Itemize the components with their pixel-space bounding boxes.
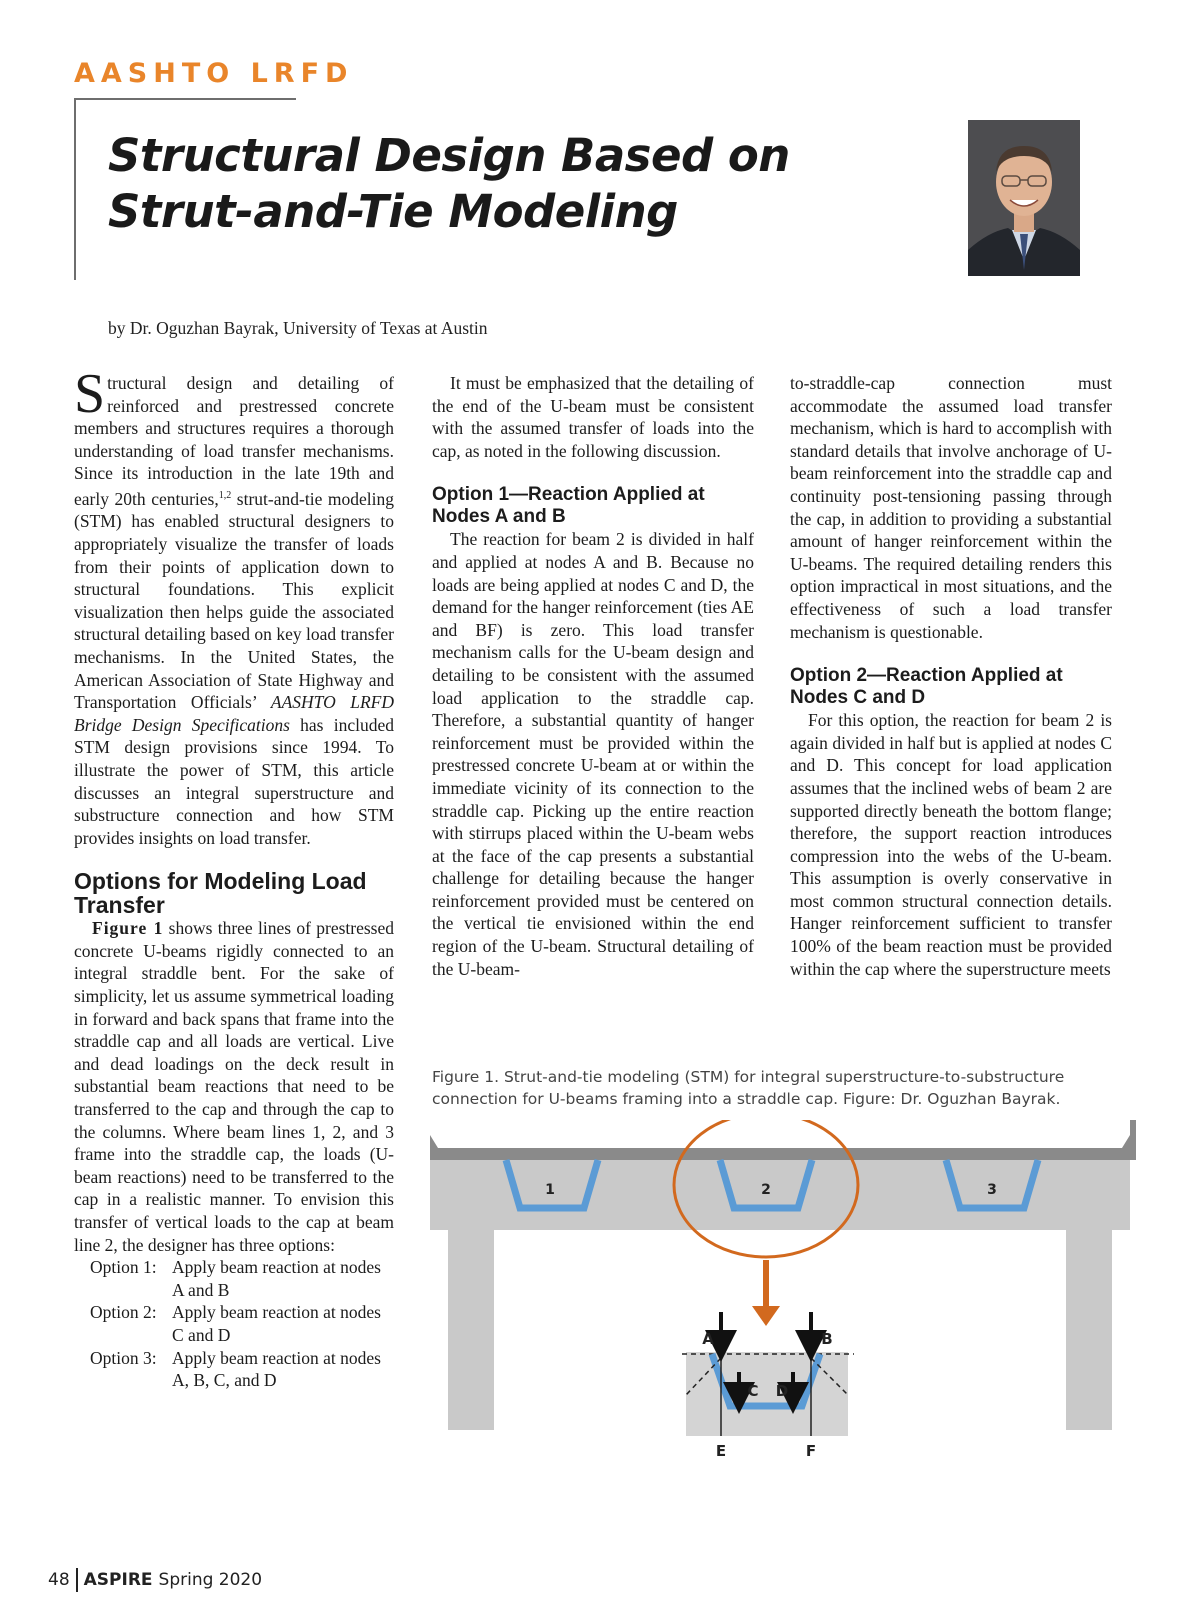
option-label: Option 2:: [90, 1302, 157, 1323]
option-text: Apply beam reaction at nodes C and D: [172, 1302, 381, 1345]
intro-text-b: strut-and-tie modeling (STM) has enabled structural designers to appropriately visualize the transfer of loads from their points of application down to structural foundations. This explicit visualization then helps guide the associated structural detailing based on key load transfer mechanisms. In the United States, the American Association of State Highway and Transportation Officials’: [74, 488, 394, 713]
option-label: Option 3:: [90, 1347, 157, 1368]
title-line-2: Strut-and-Tie Modeling: [108, 185, 678, 238]
node-label-d: D: [775, 1382, 789, 1400]
intro-text-c: has included STM design provisions since 1994. To illustrate the power of STM, this article discusses an integral superstructure and substructure connection and how STM provides insights on load transfer.: [74, 714, 394, 848]
options-text: shows three lines of prestressed concrete U-beams rigidly connected to an integral straddle bent. For the sake of simplicity, let us assume symmetrical loading in forward and back spans that frame into the straddle cap and all loads are vertical. Live and dead loadings on the deck result in substantial beam reactions that need to be transferred to the cap and through the cap to the columns. Where beam lines 1, 2, and 3 frame into the straddle cap, the loads (U-beam reactions) need to be transferred to the cap in a realistic manner. To envision this transfer of vertical loads to the cap at beam line 2, the designer has three options:: [74, 918, 394, 1255]
detail-cap: [686, 1352, 848, 1436]
section-kicker: AASHTO LRFD: [74, 58, 354, 89]
figure-caption: Figure 1. Strut-and-tie modeling (STM) for integral superstructure-to-substructure connection for U-beams framing into a straddle cap. Figure: Dr. Oguzhan Bayrak.: [432, 1068, 1065, 1108]
list-item: [74, 1256, 394, 1301]
citation-superscript: 1,2: [218, 489, 232, 501]
node-label-c: C: [747, 1382, 759, 1400]
issue-date: Spring 2020: [158, 1570, 263, 1590]
node-label-a: A: [702, 1330, 714, 1348]
list-item: [74, 1301, 394, 1346]
figure-reference[interactable]: Figure 1: [92, 918, 164, 939]
node-label-b: B: [821, 1330, 833, 1348]
title-line-1: Structural Design Based on: [108, 129, 790, 182]
option-text: Apply beam reaction at nodes A, B, C, and D: [172, 1347, 381, 1391]
option-text: Apply beam reaction at nodes A and B: [172, 1257, 381, 1300]
deck-slab: [430, 1120, 1136, 1160]
magazine-name: ASPIRE: [83, 1570, 153, 1590]
byline: by Dr. Oguzhan Bayrak, University of Texas at Austin: [108, 318, 488, 338]
column-2: [432, 372, 754, 980]
footer-divider: [76, 1568, 78, 1592]
article-title: [108, 128, 928, 240]
figure-1-diagram: [430, 1120, 1170, 1520]
beam-label-2: 2: [761, 1182, 771, 1198]
left-column: [448, 1230, 494, 1430]
continued-paragraph: to-straddle-cap connection must accommodate the assumed load transfer mechanism, which is hard to accomplish with standard details that involve anchorage of U-beam reinforcement into the straddle cap and continuity post-tensioning passing through the cap, in addition to providing a substantial amount of hanger reinforcement within the U-beams. The required detailing renders this option impractical in most situations, and the effectiveness of such a load transfer mechanism is questionable.: [790, 373, 1112, 642]
column-1: [74, 363, 394, 1392]
emphasis-paragraph: It must be emphasized that the detailing of the end of the U-beam must be consistent with the assumed transfer of loads into the cap, as noted in the following discussion.: [432, 373, 754, 461]
options-list: [74, 1256, 394, 1392]
column-3: [790, 372, 1112, 980]
drop-cap: S: [74, 363, 106, 425]
beam-label-1: 1: [545, 1182, 555, 1198]
options-paragraph: [74, 917, 394, 1256]
page-footer: [48, 1568, 262, 1592]
node-label-e: E: [715, 1442, 727, 1460]
section-heading-option-1: Option 1—Reaction Applied at Nodes A and B: [432, 484, 705, 528]
section-heading-options: Options for Modeling Load Transfer: [74, 868, 367, 919]
option-1-paragraph: The reaction for beam 2 is divided in half and applied at nodes A and B. Because no loads are being applied at nodes C and D, the demand for the hanger reinforcement (ties AE and BF) is zero. This load transfer mechanism calls for the U-beam design and detailing to be consistent with the assumed load application to the straddle cap. Therefore, a substantial quantity of hanger reinforcement must be provided within the prestressed concrete U-beam at or within the immediate vicinity of its connection to the straddle cap. Picking up the entire reaction with stirrups placed within the U-beam webs at the face of the cap presents a substantial challenge for detailing because the hanger reinforcement provided must be centered on the vertical tie envisioned within the end region of the U-beam. Structural detailing of the U-beam-: [432, 529, 754, 979]
page-number: 48: [48, 1570, 70, 1590]
spec-title-italic: AASHTO LRFD Bridge Design Specifications: [74, 692, 394, 735]
zoom-arrow-head: [752, 1306, 780, 1326]
author-photo: [968, 120, 1080, 276]
intro-text-a: tructural design and detailing of reinforced and prestressed concrete members and structures requires a thorough understanding of load transfer mechanisms. Since its introduction in the late 19th and early 20th centuries,: [74, 373, 394, 509]
author-portrait-image: [968, 120, 1080, 276]
node-label-f: F: [805, 1442, 817, 1460]
option-label: Option 1:: [90, 1257, 157, 1278]
figure-1: [430, 1120, 1170, 1520]
option-2-paragraph: For this option, the reaction for beam 2 is again divided in half but is applied at nodes C and D. This concept for load application assumes that the inclined webs of beam 2 are supported directly beneath the bottom flange; therefore, the support reaction introduces compression into the webs of the U-beam. This assumption is overly conservative in most common structural connection details. Hanger reinforcement sufficient to transfer 100% of the beam reaction must be provided within the cap where the superstructure meets: [790, 710, 1112, 979]
intro-paragraph: [74, 363, 394, 849]
right-column: [1066, 1230, 1112, 1430]
beam-label-3: 3: [987, 1182, 997, 1198]
list-item: [74, 1347, 394, 1392]
section-heading-option-2: Option 2—Reaction Applied at Nodes C and D: [790, 665, 1063, 709]
